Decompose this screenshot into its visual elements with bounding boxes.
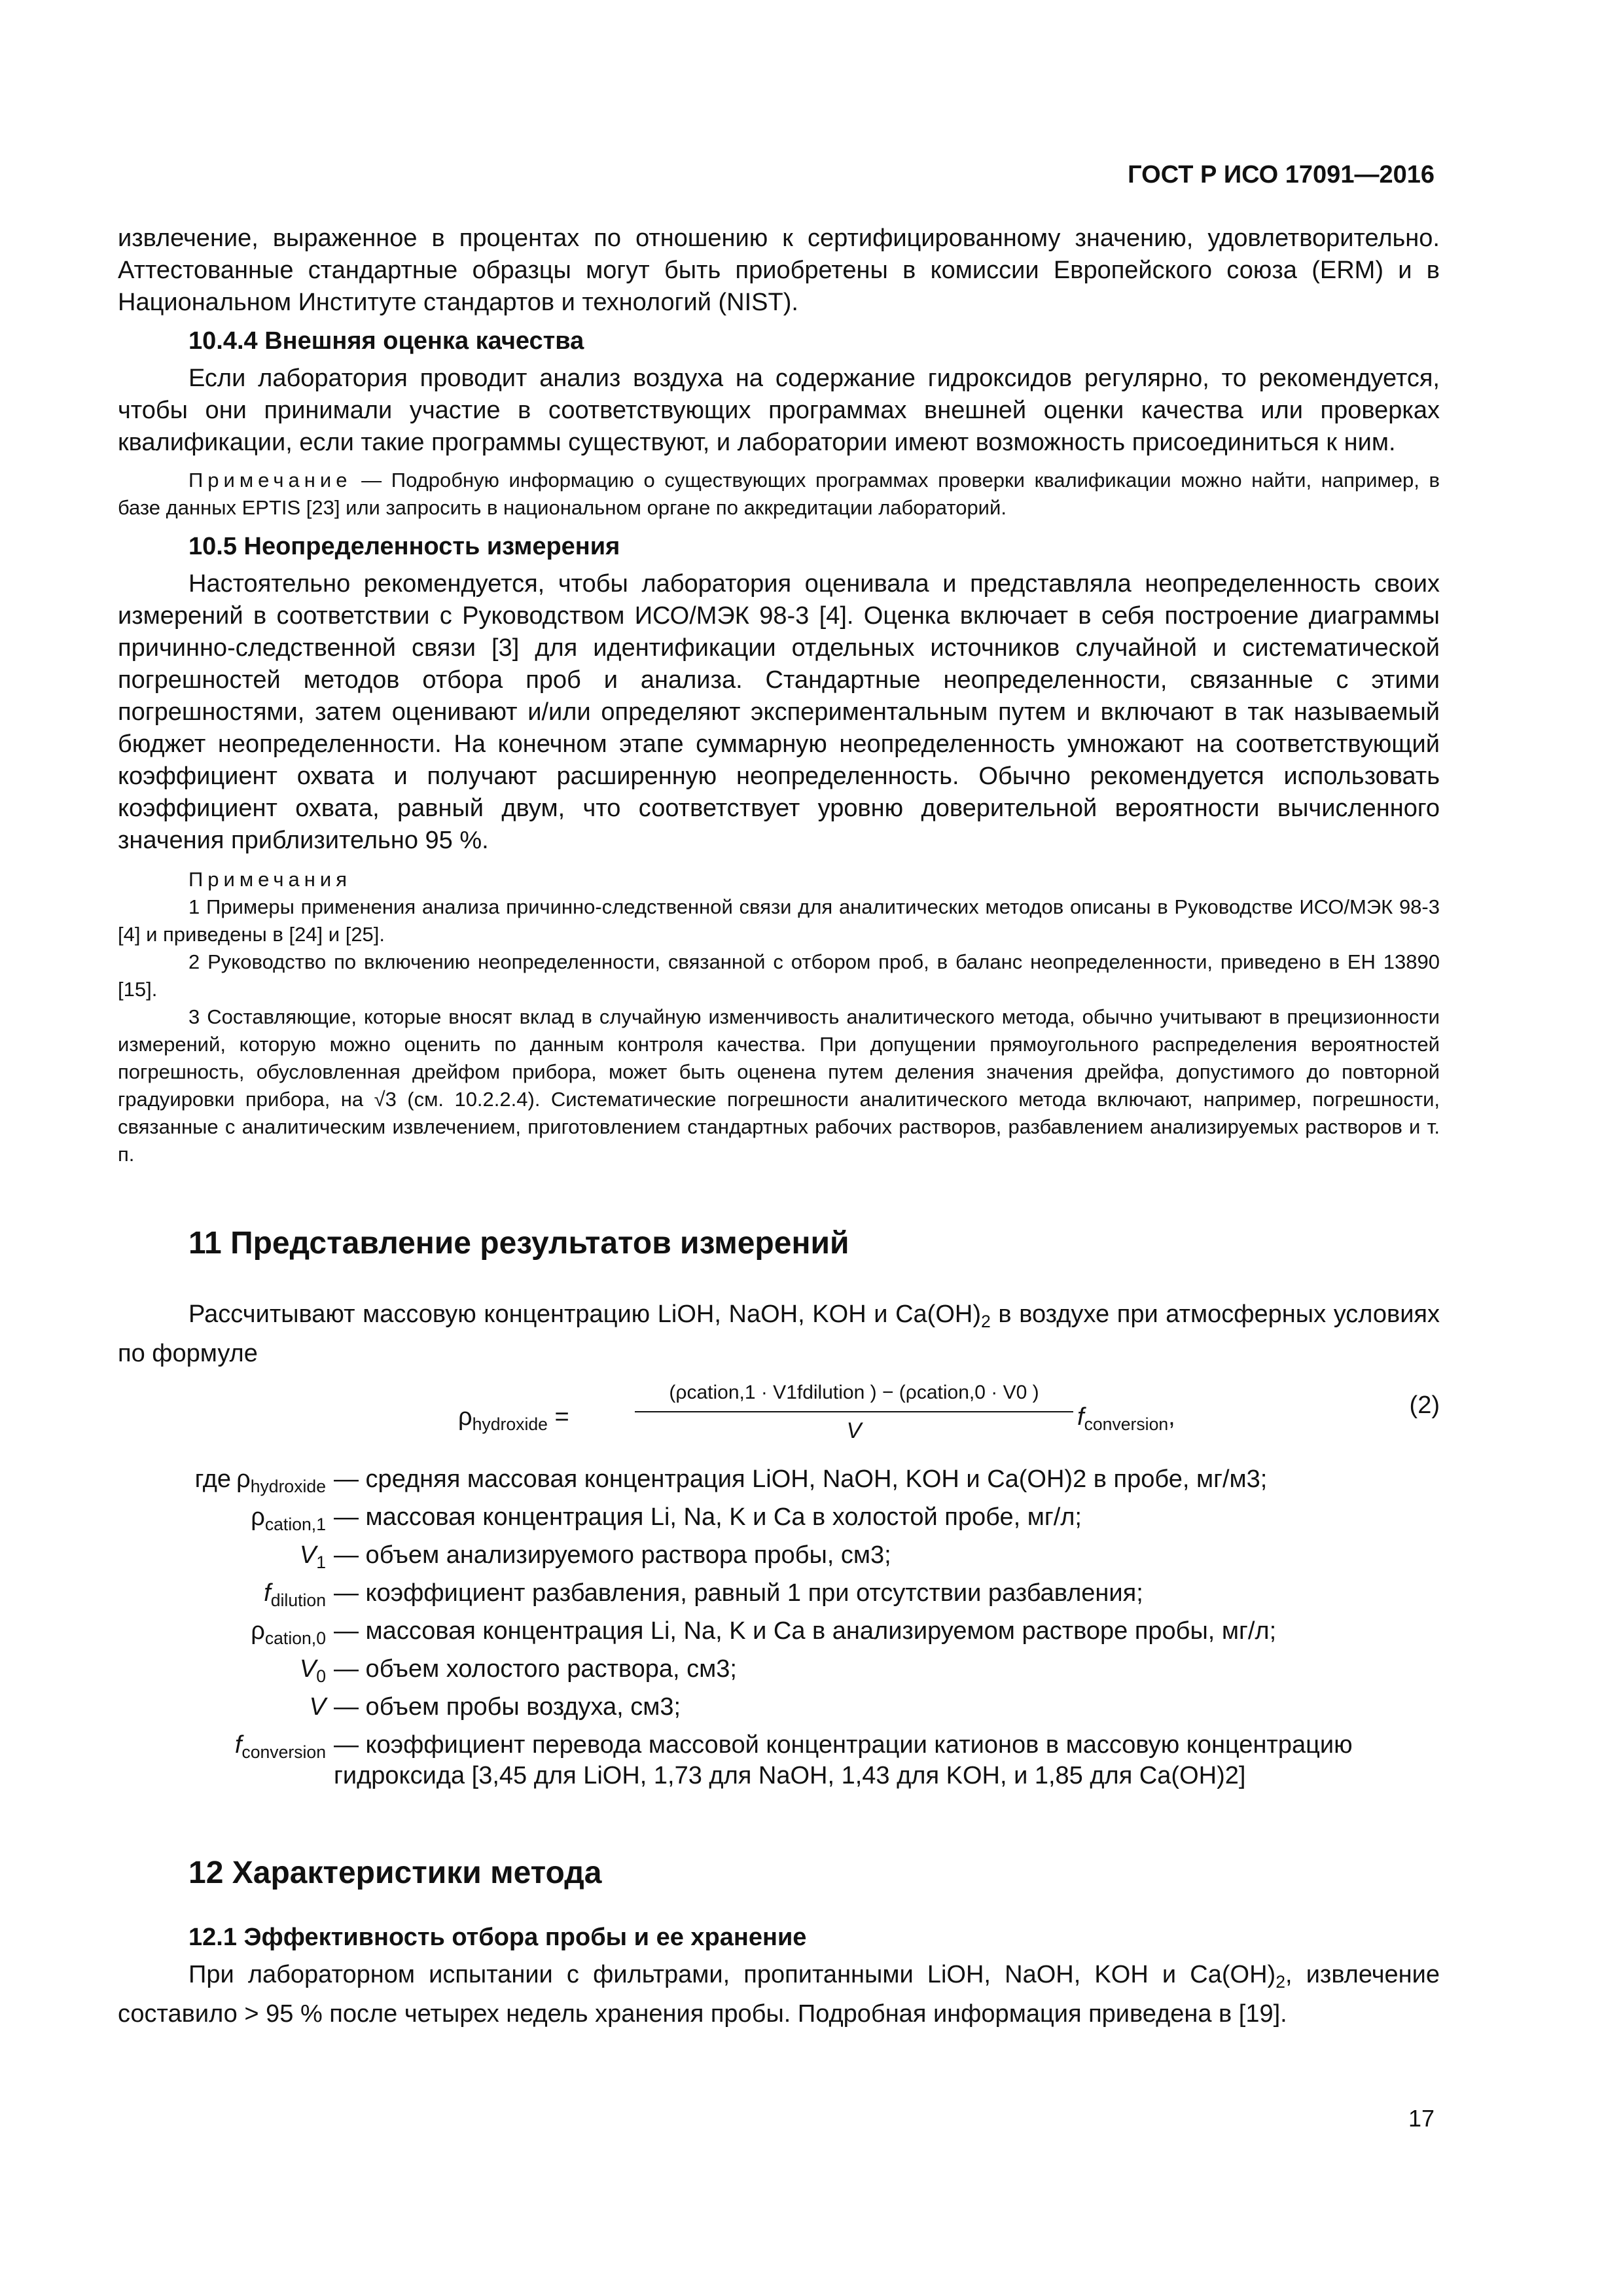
sqrt-three: √3 [374,1088,397,1111]
intro-text-a: Рассчитывают массовую концентрацию LiOH, NaOH, KOH и Ca(OH) [188,1300,981,1328]
section-12-1-text [118,1959,1440,2030]
formula-numerator: (ρcation,1 · V1fdilution ) − (ρcation,0 · V0 ) [635,1376,1073,1412]
section-10-4-4-note [118,467,1440,522]
section-12-1-text-a: При лабораторном испытании с фильтрами, пропитанными LiOH, NaOH, KOH и Ca(OH) [188,1960,1276,1988]
intro-paragraph: извлечение, выраженное в процентах по отношению к сертифицированному значению, удовлетворительно. Аттестованные стандартные образцы могут быть приобретены в комиссии Европейского союза (ERM) и в Национальном Институте стандартов и технологий (NIST). [118,224,1440,316]
symbol-letter: ρ [236,1465,251,1493]
note-label: Примечание [188,469,352,492]
note-3-text-a: 3 Составляющие, которые вносят вклад в случайную изменчивость аналитического метода, обычно учитывают в прецизионности измерений, которую можно оценить по данным контроля качества. При допущении прямоугольного распределения вероятностей погрешность, обусловленная дрейфом прибора, может быть оценена путем деления значения дрейфа, допустимого до повторной градуировки прибора, на [118,1005,1440,1111]
symbol-subscript: conversion [241,1742,326,1762]
formula-definitions [118,1464,1440,1791]
section-11-intro [118,1299,1440,1370]
definition-row [118,1692,1440,1730]
definition-text: — коэффициент перевода массовой концентрации катионов в массовую концентрацию гидроксида [3,45 для LiOH, 1,73 для NaOH, 1,43 для KOH, и 1,85 для Ca(OH)2] [334,1731,1353,1789]
section-10-5-note-3 [118,1003,1440,1168]
formula-lhs-sub: hydroxide [472,1414,548,1434]
symbol-letter: f [264,1579,271,1607]
where-label: где [194,1465,232,1493]
definition-row [118,1616,1440,1654]
formula-number: (2) [1409,1391,1440,1419]
document-code-header: ГОСТ Р ИСО 17091—2016 [1128,161,1435,188]
definition-symbol [118,1654,334,1692]
symbol-subscript: 0 [316,1666,326,1686]
symbol-letter: V [299,1655,317,1683]
symbol-letter: ρ [251,1617,265,1645]
section-10-5-heading: 10.5 Неопределенность измерения [188,533,620,560]
formula-f: f [1077,1403,1084,1431]
symbol-subscript: cation,1 [264,1514,326,1534]
symbol-subscript: hydroxide [250,1476,326,1496]
section-11-heading: 11 Представление результатов измерений [188,1226,849,1261]
definition-symbol [118,1464,334,1502]
definition-symbol [118,1730,334,1791]
section-12-1-text-b: , извлечение составило > 95 % после четырех недель хранения пробы. Подробная информация приведена в [19]. [118,1960,1440,2028]
symbol-subscript: dilution [270,1590,326,1610]
formula-comma: , [1168,1403,1175,1431]
symbol-letter: f [234,1731,242,1759]
definition-row [118,1464,1440,1502]
symbol-letter: V [299,1541,317,1569]
page-number: 17 [1408,2105,1435,2132]
symbol-subscript: 1 [316,1552,326,1572]
section-12-1-heading: 12.1 Эффективность отбора пробы и ее хранение [188,1923,807,1951]
definition-row [118,1654,1440,1692]
symbol-letter: V [309,1693,326,1721]
section-12-1-subscript: 2 [1275,1971,1285,1992]
note-text: — Подробную информацию о существующих программах проверки квалификации можно найти, например, в базе данных EPTIS [23] или запросить в национальном органе по аккредитации лабораторий. [118,469,1440,519]
definition-text: — средняя массовая концентрация LiOH, NaOH, KOH и Ca(OH)2 в пробе, мг/м3; [334,1465,1268,1493]
definition-symbol [118,1616,334,1654]
section-12-heading: 12 Характеристики метода [188,1855,602,1890]
definition-symbol [118,1502,334,1540]
intro-text-b: в воздухе при атмосферных условиях по формуле [118,1300,1440,1367]
formula-rhs [1077,1401,1175,1441]
symbol-subscript: cation,0 [264,1628,326,1648]
definition-text: — массовая концентрация Li, Na, K и Ca в холостой пробе, мг/л; [334,1503,1082,1531]
definition-text: — объем холостого раствора, см3; [334,1655,737,1683]
section-10-5-note-2: 2 Руководство по включению неопределенности, связанной с отбором проб, в баланс неопределенности, приведено в ЕН 13890 [15]. [118,950,1440,1001]
section-10-4-4-text: Если лаборатория проводит анализ воздуха на содержание гидроксидов регулярно, то рекомендуется, чтобы они принимали участие в соответствующих программах внешней оценки качества или проверках квалификации, если такие программы существуют, и лаборатории имеют возможность присоединиться к ним. [118,365,1440,456]
section-10-5-text: Настоятельно рекомендуется, чтобы лаборатория оценивала и представляла неопределенность своих измерений в соответствии с Руководством ИСО/МЭК 98-3 [4]. Оценка включает в себя построение диаграммы причинно-следственной связи [3] для идентификации отдельных источников случайной и систематической погрешностей методов отбора проб и анализа. Стандартные неопределенности, связанные с этими погрешностями, затем оценивают и/или определяют экспериментальным путем и включают в так называемый бюджет неопределенности. На конечном этапе суммарную неопределенность умножают на соответствующий коэффициент охвата и получают расширенную неопределенность. Обычно рекомендуется использовать коэффициент охвата, равный двум, что соответствует уровню доверительной вероятности вычисленного значения приблизительно 95 %. [118,570,1440,854]
formula-rho: ρ [458,1403,473,1431]
intro-subscript: 2 [980,1311,991,1331]
document-body [118,223,1440,2030]
section-10-5-notes-label: Примечания [188,868,351,891]
definition-text: — объем пробы воздуха, см3; [334,1693,681,1721]
formula-rhs-sub: conversion [1084,1414,1169,1434]
definition-text: — коэффициент разбавления, равный 1 при отсутствии разбавления; [334,1579,1143,1607]
formula-lhs [458,1401,569,1441]
definition-text: — объем анализируемого раствора пробы, см3; [334,1541,891,1569]
definition-row [118,1730,1440,1791]
definition-text: — массовая концентрация Li, Na, K и Ca в анализируемом растворе пробы, мг/л; [334,1617,1277,1645]
section-10-5-note-1: 1 Примеры применения анализа причинно-следственной связи для аналитических методов описаны в Руководстве ИСО/МЭК 98-3 [4] и приведены в [24] и [25]. [118,895,1440,946]
definition-symbol [118,1578,334,1616]
formula-denominator: V [846,1418,862,1443]
definition-row [118,1502,1440,1540]
section-10-4-4-heading: 10.4.4 Внешняя оценка качества [188,327,584,355]
definition-symbol [118,1540,334,1578]
definition-row [118,1578,1440,1616]
definition-row [118,1540,1440,1578]
formula-2 [118,1376,1440,1455]
note-3-text-b: (см. 10.2.2.4). Систематические погрешности аналитического метода включают, например, погрешности, связанные с аналитическим извлечением, приготовлением стандартных рабочих растворов, разбавлением анализируемых растворов и т. п. [118,1088,1440,1166]
formula-fraction [635,1376,1073,1447]
formula-equals: = [547,1403,569,1431]
symbol-letter: ρ [251,1503,265,1531]
definition-symbol [118,1692,334,1730]
